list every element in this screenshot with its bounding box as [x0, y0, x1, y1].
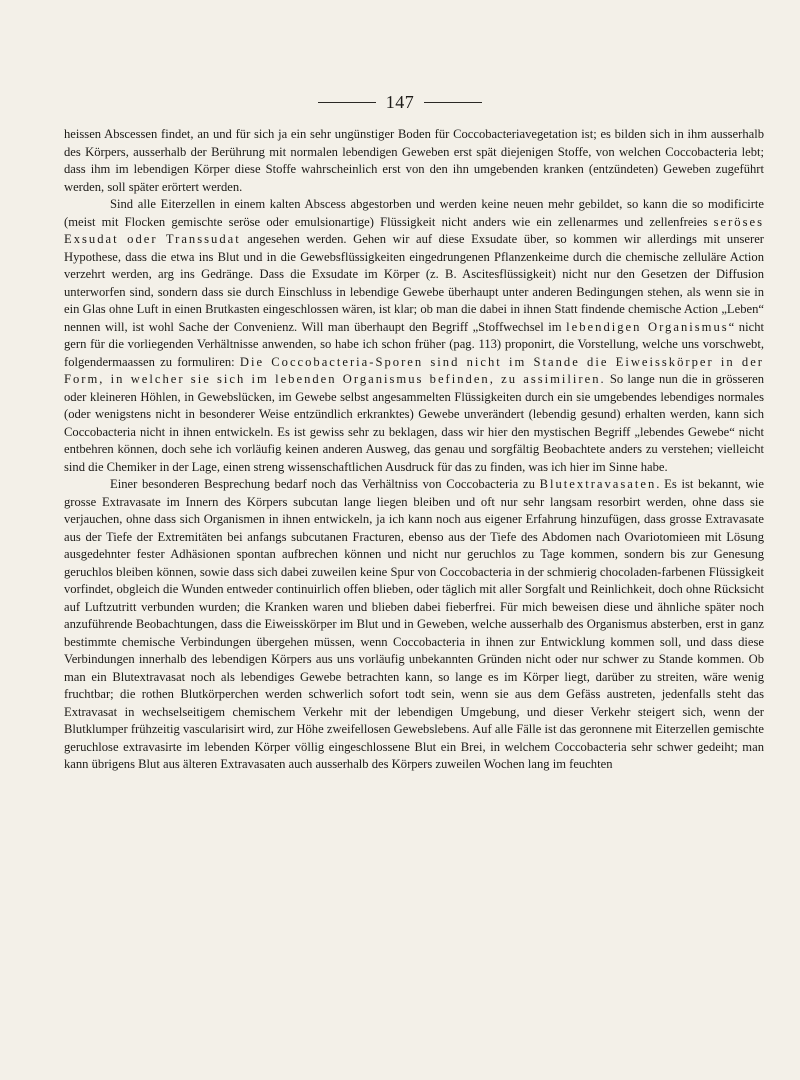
spaced-emphasis-text: lebendigen Organismus [566, 319, 729, 334]
spaced-emphasis-text: seröses Exsudat oder Transsudat [64, 214, 764, 246]
paragraph-text: Sind alle Eiterzellen in einem kalten Abscess abgestorben und werden keine neuen mehr gebildet, so kann die so modificirte (meist mit Flocken gemischte seröse oder emulsionartige) Flüssigkeit nicht anders wie ein zellenarmes und zellenfreies [64, 197, 764, 229]
spaced-emphasis-text: Blutextravasaten [539, 477, 657, 491]
paragraph-text: “ nicht gern für die vorliegenden Verhältnisse anwenden, so habe ich schon früher (pag. 113) proponirt, die Vorstellung, welche uns vorschwebt, folgendermaassen zu formuliren: [64, 319, 764, 369]
paragraph-text: . Es ist bekannt, wie grosse Extravasate im Innern des Körpers subcutan lange liegen bleiben und oft nur sehr langsam resorbirt werden, ohne dass sie verjauchen, ohne dass sich Organismen in ihnen entwickeln, ja ich kann noch aus eigener Erfahrung hinzufügen, dass grosse Extravasate aus der Tiefe der Extremitäten bei anfangs subcutanen Fracturen, ebenso aus der Tiefe des Abdomen nach Ovariotomieen mit Lösung ausgedehnter fester Adhäsionen spontan aufbrechen können und nicht nur geruchlos zu Tage kommen, sondern bis zur Genesung geruchlos bleiben können, sowie dass sich dabei zuweilen keine Spur von Coccobacteria in der schmierig chocoladen-farbenen Flüssigkeit vorfindet, obgleich die Wunden entweder continuirlich offen blieben, oder täglich mit aller Sorgfalt und Reinlichkeit, doch ohne Rücksicht auf Luftzutritt verbunden wurden; die Kranken waren und blieben dabei fieberfrei. Für mich beweisen diese und ähnliche später noch anzuführende Beobachtungen, dass die Eiweisskörper im Blut und in Geweben, welche ausserhalb des Organismus absterben, erst in ganz bestimmte chemische Verbindungen übergehen müssen, wenn Coccobacteria in ihnen zur Entwicklung kommen soll, und dass diese Verbindungen innerhalb des lebendigen Körpers aus uns vorläufig unbekannten Gründen nicht oder nur schwer zu Stande kommen. Ob man ein Blutextravasat noch als lebendiges Gewebe betrachten kann, so lange es im Körper liegt, darüber zu streiten, wäre wenig fruchtbar; die rothen Blutkörperchen werden schwerlich sofort todt sein, wenn sie aus dem Gefäss austreten, jedenfalls steht das Extravasat in wechselseitigem chemischem Verkehr mit der lebendigen Umgebung, und dieser Verkehr steigert sich, wenn der Blutklumper frühzeitig vascularisirt wird, zur Höhe zweifellosen Gewebslebens. Auf alle Fälle ist das geronnene mit Eiterzellen gemischte geruchlose extravasirte im lebenden Körper völlig eingeschlossene Blut ein Brei, in welchem Coccobacteria sehr schwer gedeiht; man kann übrigens Blut aus älteren Extravasaten auch ausserhalb des Körpers zuweilen Wochen lang im feuchten [64, 477, 764, 771]
paragraph-1: heissen Abscessen findet, an und für sich ja ein sehr ungünstiger Boden für Coccobacteriavegetation ist; es bilden sich in ihm ausserhalb des Körpers, ausserhalb der Berührung mit normalen lebendigen Geweben erst spät diejenigen Stoffe, von welchen Coccobacteria lebt; dass ihm im lebendigen Körper diese Stoffe wahrscheinlich erst von den ihn umgebenden kranken (entzündeten) Geweben zugeführt werden, soll später erörtert werden. [64, 127, 764, 194]
paragraph-text: angesehen werden. Gehen wir auf diese Exsudate über, so kommen wir allerdings mit unserer Hypothese, dass die etwa ins Blut und in die Gewebsflüssigkeiten eingedrungenen Pflanzenkeime durch die chemische zelluläre Action verzehrt werden, arg ins Gedränge. Dass die Exsudate im Körper (z. B. Ascitesflüssigkeit) nicht nur den Gesetzen der Diffusion unterworfen sind, sondern dass sie durch Einschluss in lebendige Gewebe überhaupt unter anderen Bedingungen stehen, als wenn sie in ein Glas ohne Luft in einen Brutkasten eingeschlossen wären, ist klar; ob man die dabei in ihnen Statt findende chemische Action „Leben“ nennen will, ist wohl Sache der Convenienz. Will man überhaupt den Begriff „Stoffwechsel im [64, 232, 764, 334]
page-number: 147 [385, 92, 415, 112]
header-rule-right [424, 102, 482, 103]
paragraph-2 [64, 196, 764, 476]
paragraph-3 [64, 476, 764, 774]
body-text [64, 126, 764, 774]
paragraph-text: So lange nun die in grösseren oder kleineren Höhlen, in Gewebslücken, im Gewebe selbst angesammelten Flüssigkeiten durch ein sie umgebendes lebendiges normales (oder wenigstens nicht in besonderer Weise entzündlich erkranktes) Gewebe unverändert (lebendig gesund) erhalten werden, kann sich Coccobacteria nicht in ihnen entwickeln. Es ist gewiss sehr zu beklagen, dass wir hier den mystischen Begriff „lebendes Gewebe“ nicht entbehren können, doch sehe ich vorläufig keinen anderen Ausweg, das genau und sorgfältig Beobachtete anders zu verstehen; vielleicht sind die Chemiker in der Lage, einen streng wissenschaftlichen Ausdruck für das zu finden, was ich hier im Sinne habe. [64, 372, 764, 474]
paragraph-text: Einer besonderen Besprechung bedarf noch das Verhältniss von Coccobacteria zu [110, 477, 540, 491]
header-rule-left [318, 102, 376, 103]
page-header [0, 92, 800, 113]
spaced-emphasis-text: Die Coccobacteria-Sporen sind nicht im Stande die Eiweisskörper in der Form, in welcher sie sich im lebenden Organismus befinden, zu assimiliren. [64, 354, 764, 386]
